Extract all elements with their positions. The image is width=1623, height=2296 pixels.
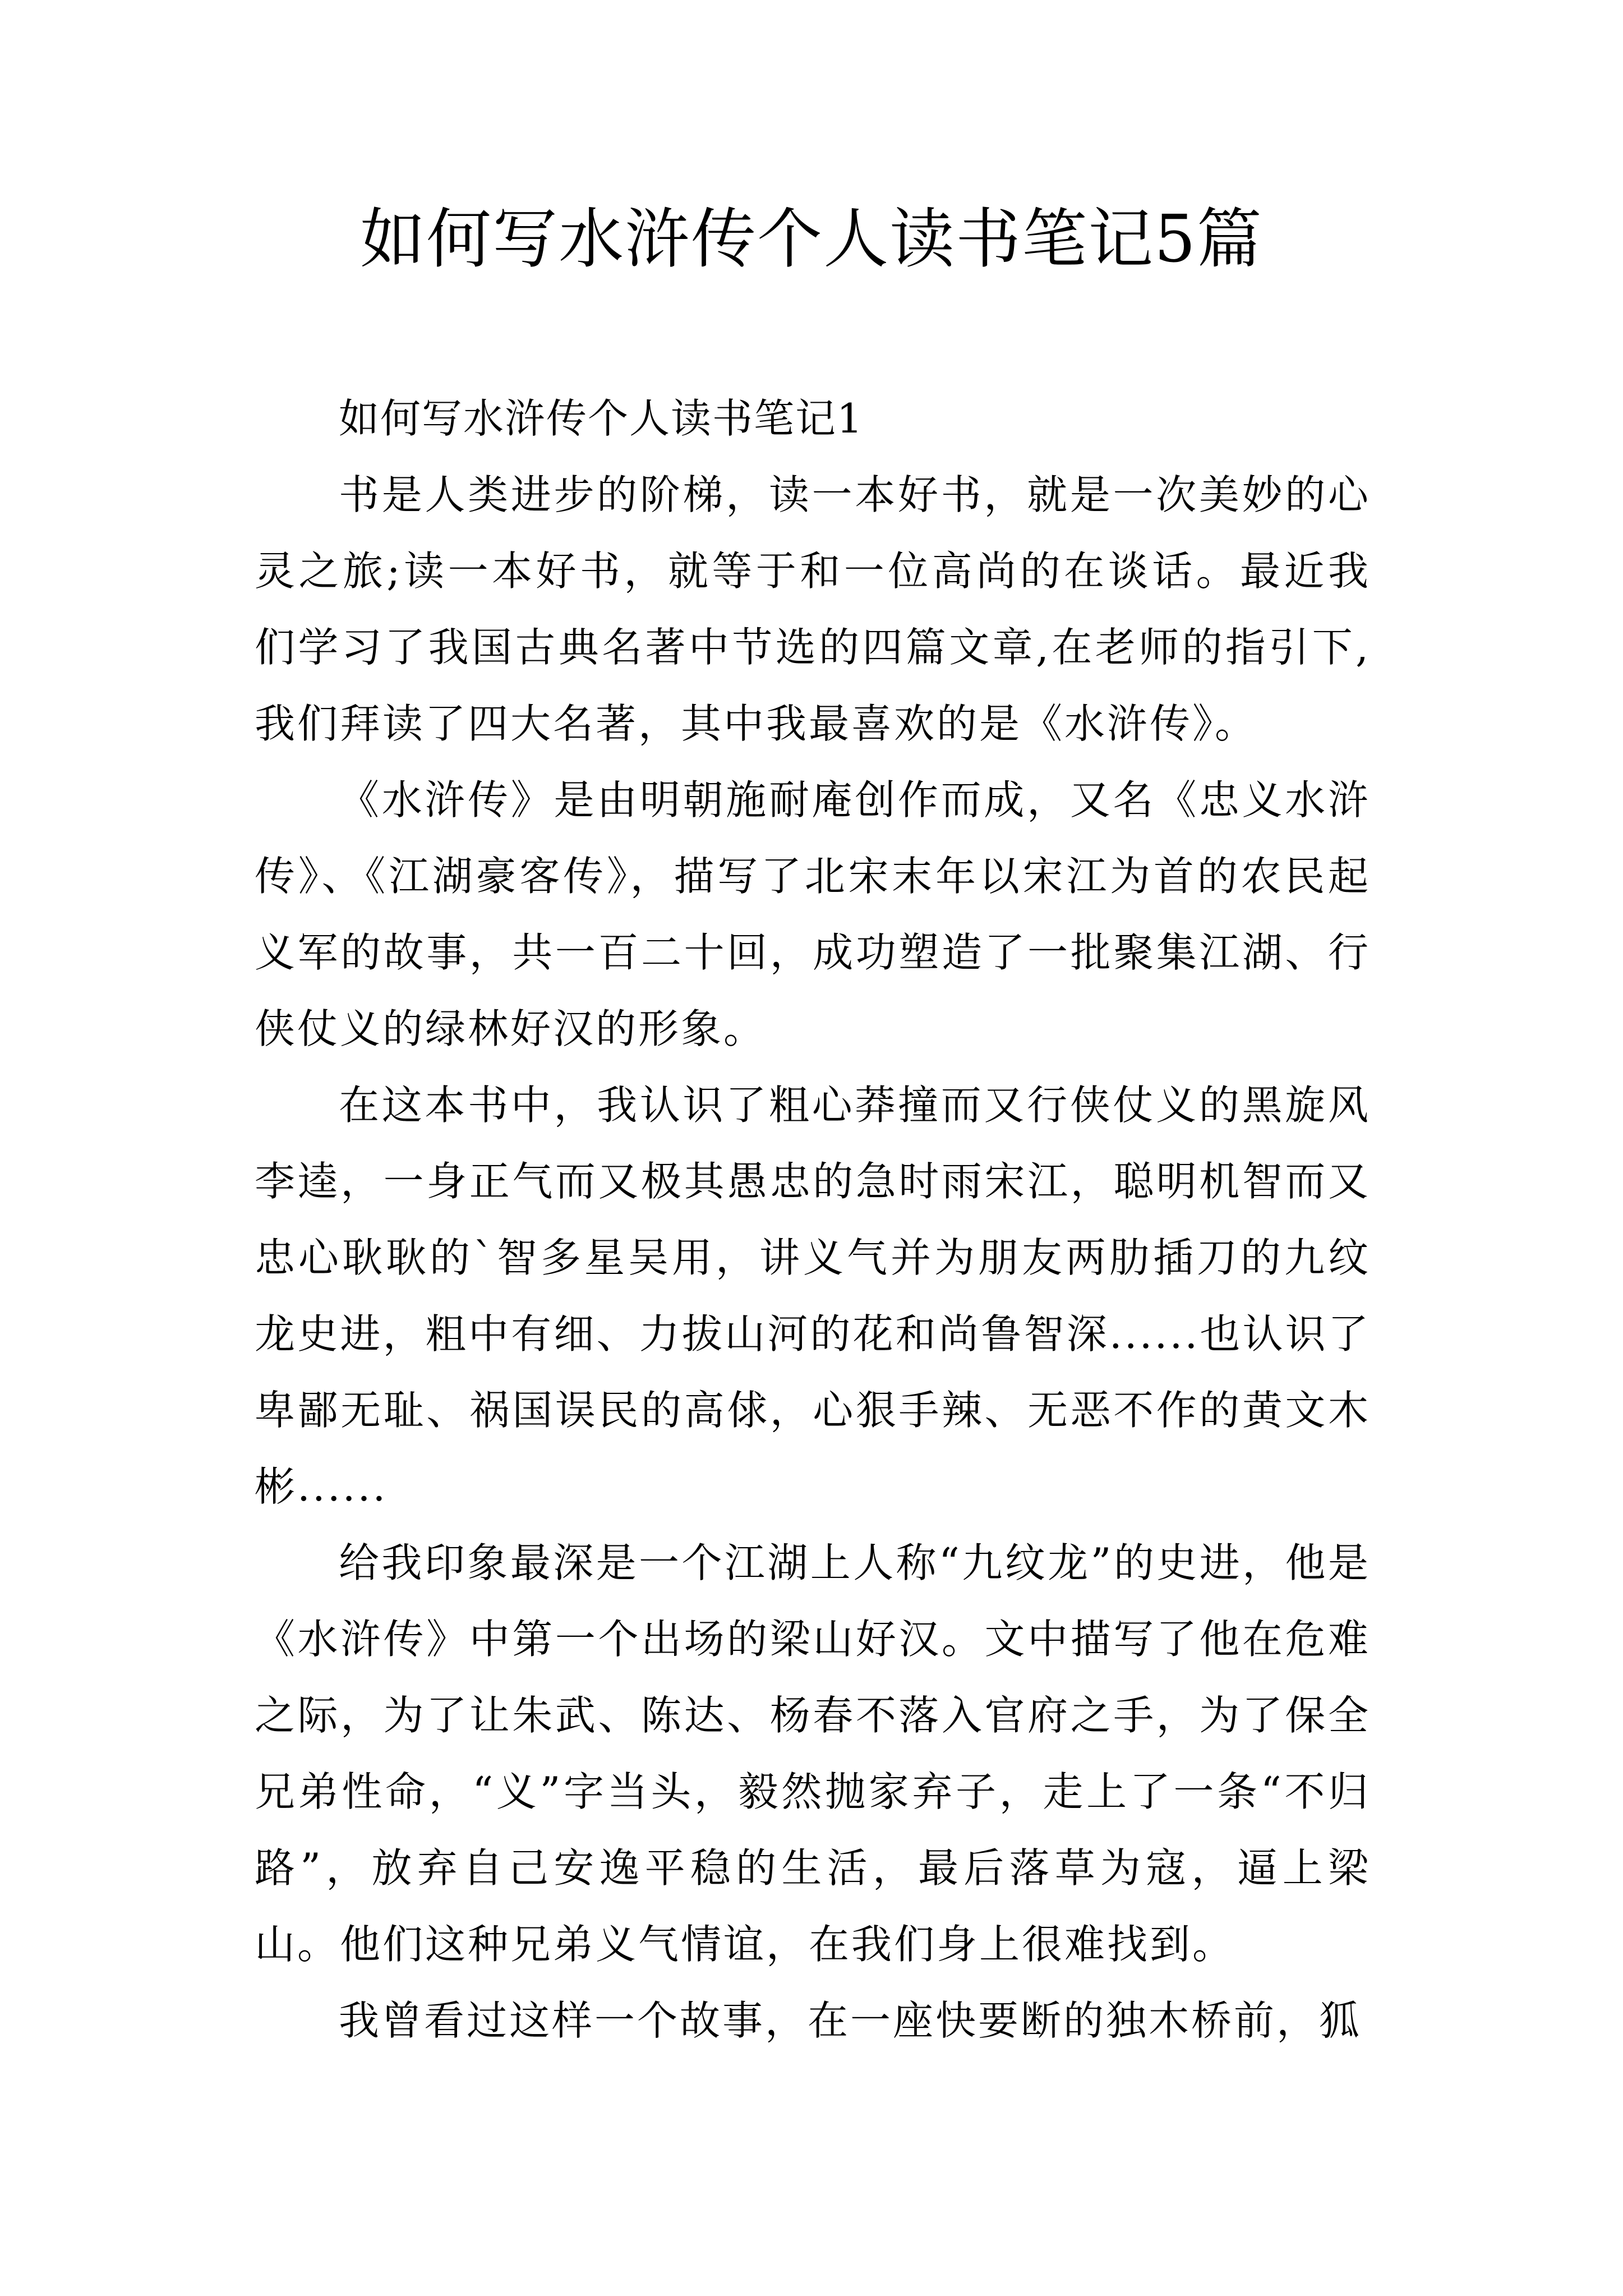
paragraph-characters: 在这本书中，我认识了粗心莽撞而又行侠仗义的黑旋风李逵，一身正气而又极其愚忠的急时雨宋江，聪明机智而又忠心耿耿的`智多星吴用，讲义气并为朋友两肋插刀的九纹龙史进，粗中有细、力拔山河的花和尚鲁智深......也认识了卑鄙无耻、祸国误民的高俅，心狠手辣、无恶不作的黄文木彬......: [255, 1082, 1371, 1510]
document-title: 如何写水浒传个人读书笔记5篇: [360, 201, 1263, 277]
section-heading: 如何写水浒传个人读书笔记1: [339, 395, 864, 442]
paragraph-intro: 书是人类进步的阶梯，读一本好书，就是一次美妙的心灵之旅;读一本好书，就等于和一位高尚的在谈话。最近我们学习了我国古典名著中节选的四篇文章,在老师的指引下,我们拜读了四大名著，其中我最喜欢的是《水浒传》。: [255, 471, 1371, 747]
document-body: [255, 380, 1371, 2059]
paragraph-story: 我曾看过这样一个故事，在一座快要断的独木桥前，狐: [339, 1997, 1362, 2044]
paragraph-book-overview: 《水浒传》是由明朝施耐庵创作而成，又名《忠义水浒传》、《江湖豪客传》，描写了北宋末年以宋江为首的农民起义军的故事，共一百二十回，成功塑造了一批聚集江湖、行侠仗义的绿林好汉的形象。: [255, 776, 1371, 1052]
paragraph-shi-jin: 给我印象最深是一个江湖上人称“九纹龙”的史进，他是《水浒传》中第一个出场的梁山好汉。文中描写了他在危难之际，为了让朱武、陈达、杨春不落入官府之手，为了保全兄弟性命，“义”字当头，毅然抛家弃子，走上了一条“不归路”，放弃自己安逸平稳的生活，最后落草为寇，逼上梁山。他们这种兄弟义气情谊，在我们身上很难找到。: [255, 1539, 1371, 1968]
